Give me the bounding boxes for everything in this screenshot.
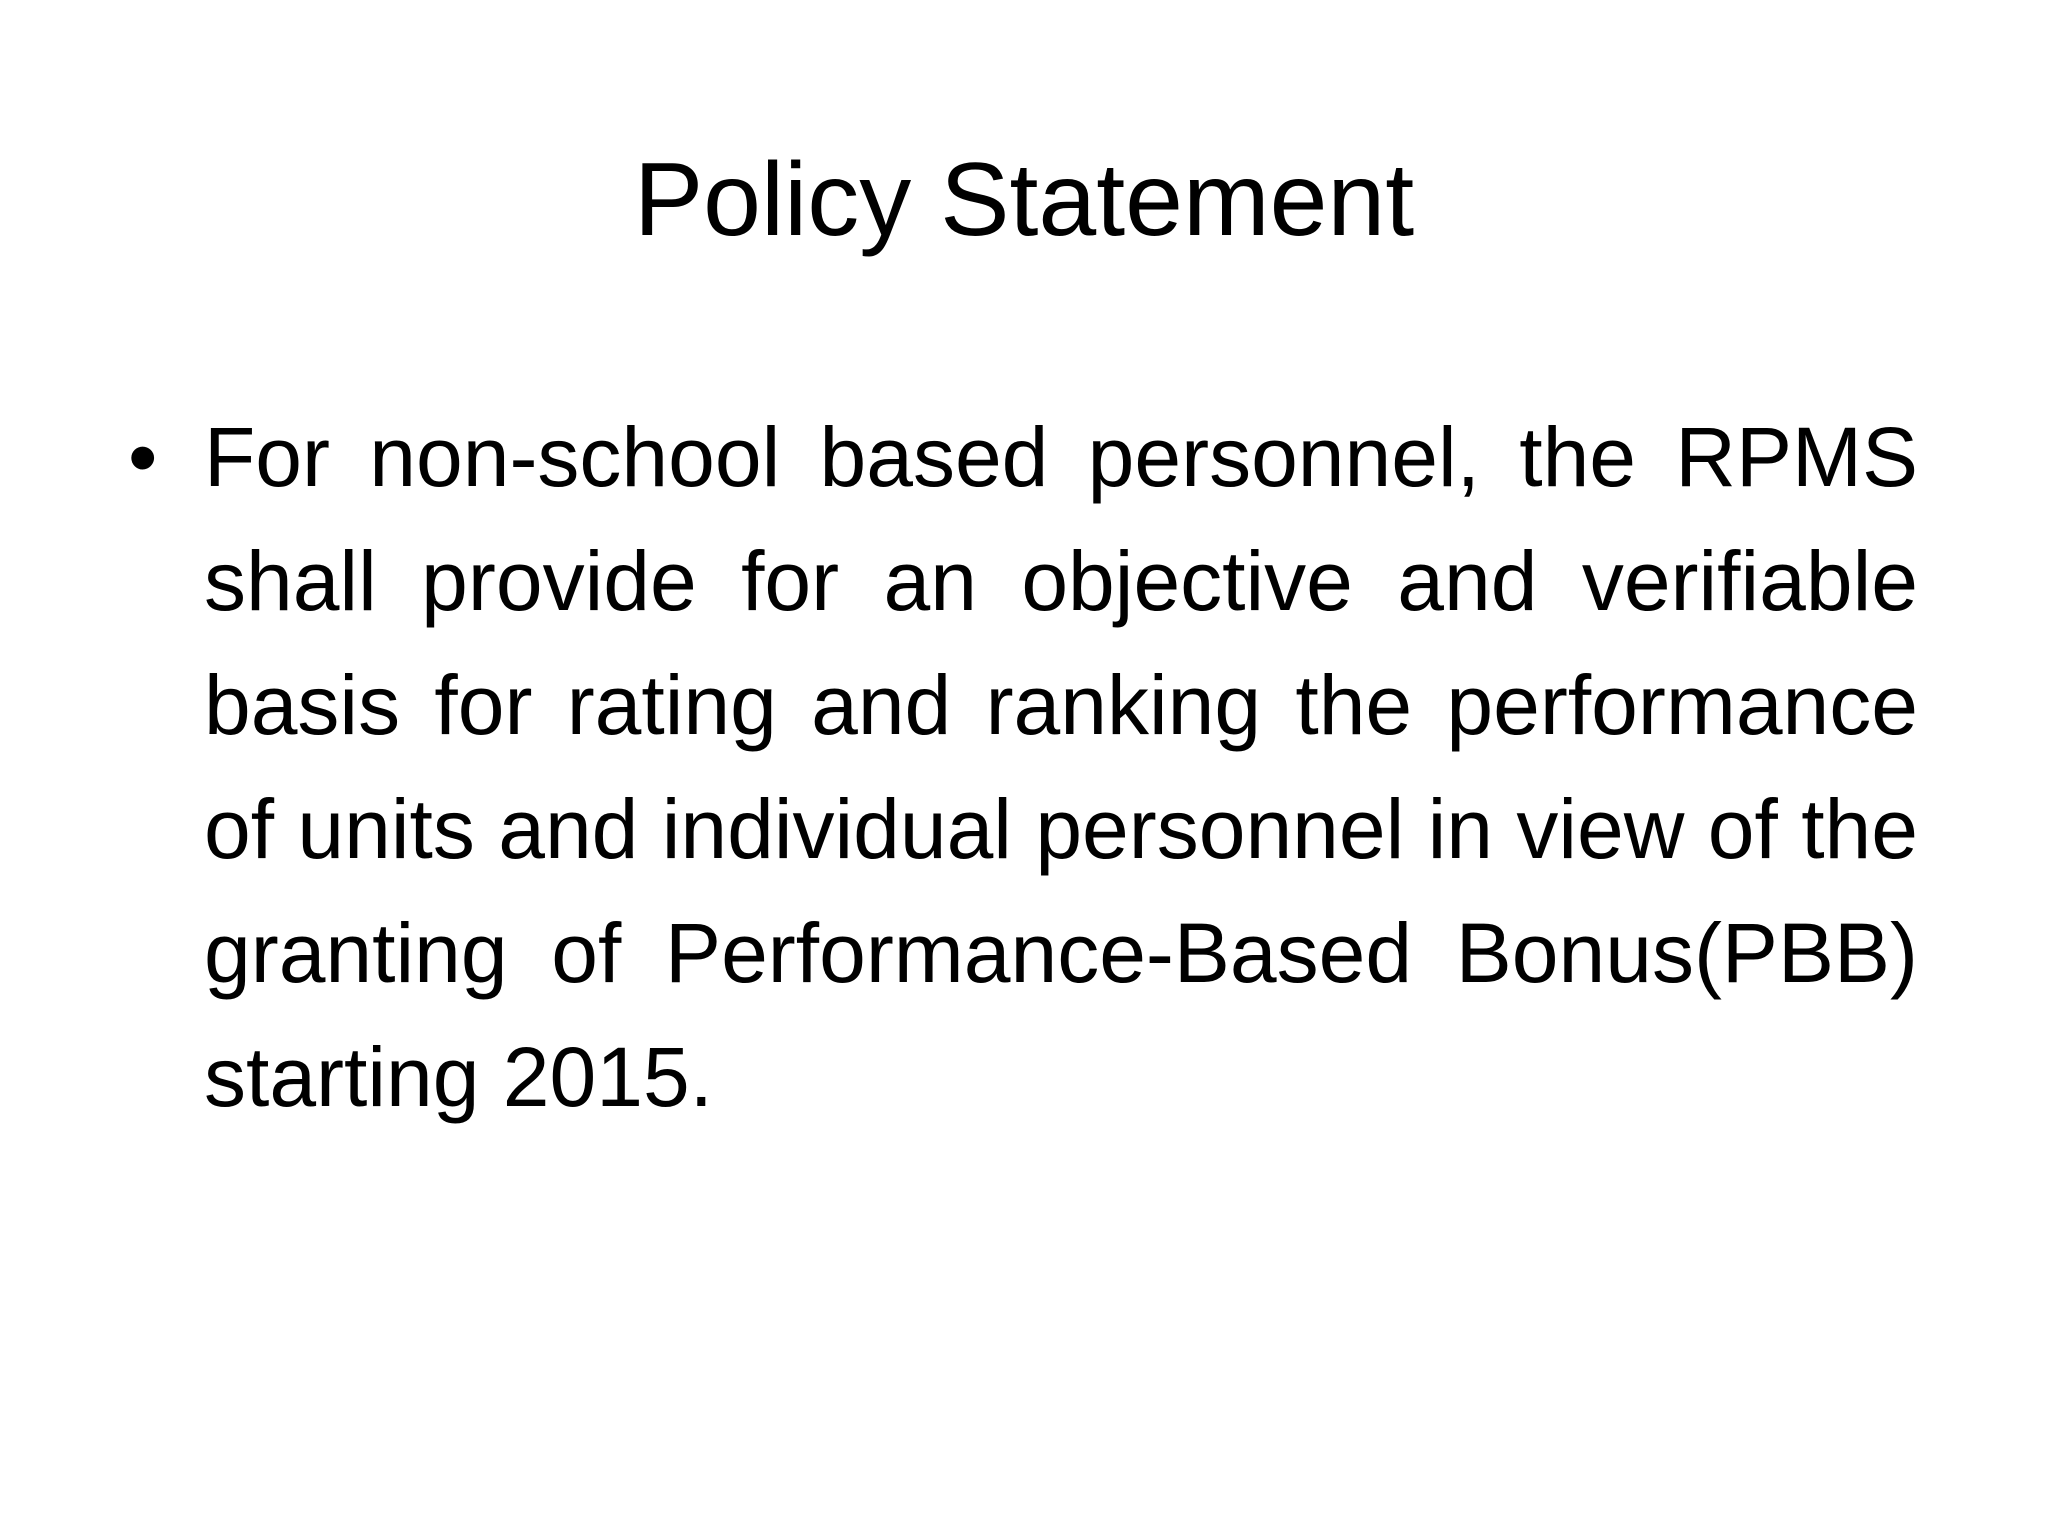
slide-title: Policy Statement: [633, 142, 1415, 258]
bullet-text: For non-school based personnel, the RPMS shall provide for an objective and verifiable basis for rating and ranking the performance of units and individual personnel in view of the granting of Performance-Based Bonus(PBB) starting 2015.: [204, 410, 1918, 1124]
bullet-item: [128, 395, 1918, 1139]
bullet-list: [128, 395, 1918, 1139]
bullet-icon: •: [128, 410, 158, 504]
